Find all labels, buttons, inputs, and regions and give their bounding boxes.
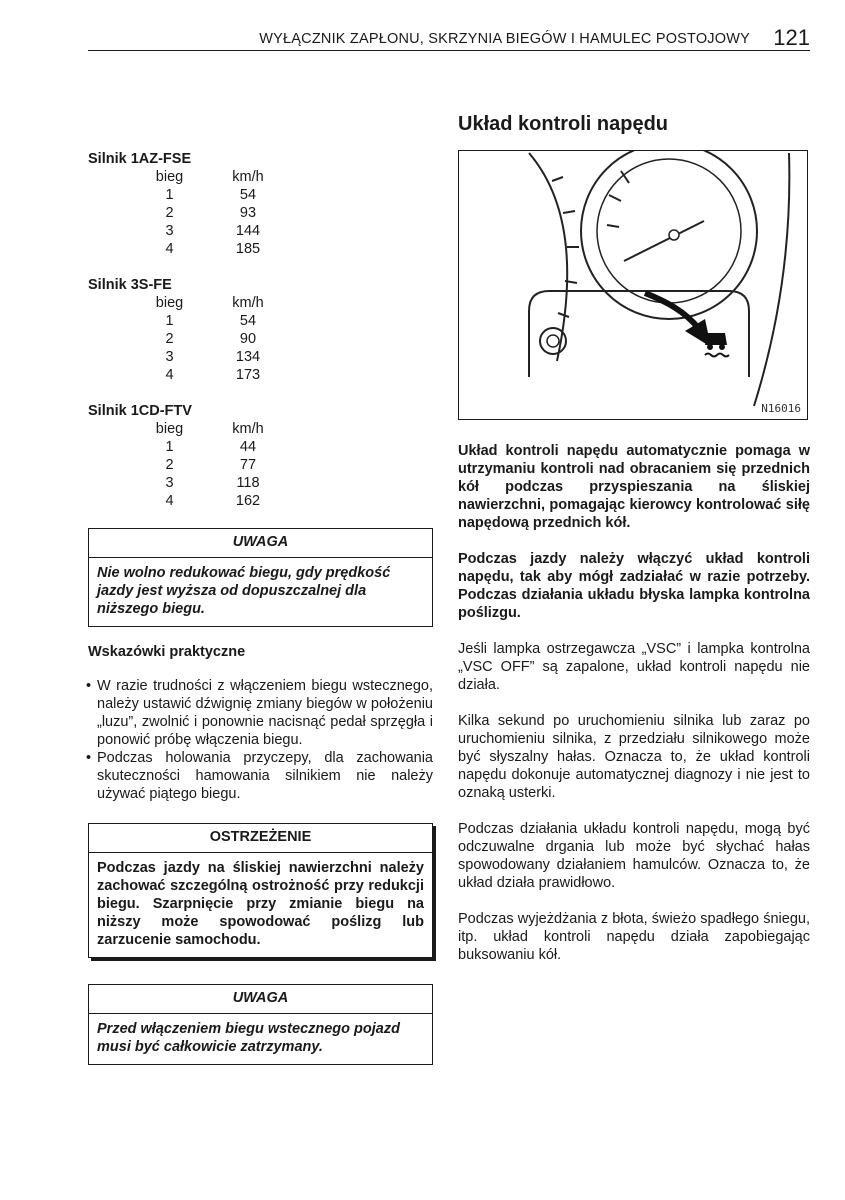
gear-speed-table (132, 420, 289, 510)
table-row (132, 474, 289, 492)
section-title: Układ kontroli napędu (458, 113, 669, 135)
warning-text: Podczas jazdy na śliskiej nawierzchni należy zachować szczególną ostrożność przy redukcji biegu. Szarpnięcie przy zmianie biegu na niższy może spowodować poślizg lub zarzucenie samochodu. (97, 860, 424, 948)
table-row (132, 492, 289, 510)
table-header-row (132, 168, 289, 186)
speed-header: km/h (232, 421, 264, 437)
warning-heading: OSTRZEŻENIE (89, 824, 432, 853)
gear-cell: 2 (165, 205, 174, 221)
speed-cell: 93 (239, 205, 257, 221)
table-row (132, 438, 289, 456)
speed-cell: 162 (235, 493, 261, 509)
gear-cell: 2 (165, 457, 174, 473)
notice-text: Przed włączeniem biegu wstecznego pojazd musi być całkowicie zatrzymany. (97, 1021, 400, 1055)
engine-1az-fse (88, 150, 433, 258)
header-rule (88, 50, 810, 51)
list-item (88, 749, 433, 803)
paragraph: Podczas działania układu kontroli napędu, mogą być odczuwalne drgania lub może być słychać hałas spowodowany działaniem hamulców. Oznacza to, że układ działa prawidłowo. (458, 821, 810, 891)
speed-cell: 77 (239, 457, 257, 473)
engine-title: Silnik 3S-FE (88, 277, 172, 293)
table-row (132, 348, 289, 366)
figure-code: N16016 (761, 402, 801, 415)
notice-text: Nie wolno redukować biegu, gdy prędkość jazdy jest wyższa od dopuszczalnej dla niższego biegu. (97, 565, 391, 617)
tip-text: W razie trudności z włączeniem biegu wstecznego, należy ustawić dźwignię zmiany biegów w położeniu „luzu”, zwolnić i ponownie nacisnąć pedał sprzęgła i ponowić próbę włączenia biegu. (97, 678, 433, 748)
gear-cell: 1 (165, 313, 174, 329)
tips-list (88, 677, 433, 803)
speed-header: km/h (232, 169, 264, 185)
warning-box (88, 823, 433, 958)
table-row (132, 312, 289, 330)
gear-cell: 3 (165, 223, 174, 239)
table-header-row (132, 294, 289, 312)
paragraph: Podczas jazdy należy włączyć układ kontroli napędu, tak aby mógł zadziałać w razie potrzeby. Podczas działania układu błyska lampka kontrolna poślizgu. (458, 551, 810, 621)
table-row (132, 456, 289, 474)
paragraph: Kilka sekund po uruchomieniu silnika lub zaraz po uruchomieniu silnika, z przedziału silnikowego może być słyszalny hałas. Oznacza to, że układ kontroli napędu dokonuje automatycznej diagnozy i nie jest to oznaką usterki. (458, 713, 810, 801)
table-row (132, 204, 289, 222)
table-row (132, 330, 289, 348)
speed-cell: 134 (235, 349, 261, 365)
notice-heading: UWAGA (89, 529, 432, 558)
speed-cell: 44 (239, 439, 257, 455)
gear-header: bieg (155, 169, 184, 185)
speed-header: km/h (232, 295, 264, 311)
speed-cell: 54 (239, 187, 257, 203)
speed-cell: 173 (235, 367, 261, 383)
table-header-row (132, 420, 289, 438)
gear-cell: 4 (165, 367, 174, 383)
gear-cell: 4 (165, 241, 174, 257)
gear-cell: 4 (165, 493, 174, 509)
bullet-icon: • (86, 750, 92, 766)
engine-1cd-ftv (88, 402, 433, 510)
paragraph: Podczas wyjeżdżania z błota, świeżo spadłego śniegu, itp. układ kontroli napędu działa zapobiegając buksowaniu kół. (458, 911, 810, 963)
paragraph: Jeśli lampka ostrzegawcza „VSC” i lampka kontrolna „VSC OFF” są zapalone, układ kontroli napędu nie działa. (458, 641, 810, 693)
speed-cell: 90 (239, 331, 257, 347)
instrument-cluster-illustration (459, 151, 807, 419)
gear-header: bieg (155, 295, 184, 311)
notice-heading: UWAGA (89, 985, 432, 1014)
engine-title: Silnik 1CD-FTV (88, 403, 192, 419)
table-row (132, 186, 289, 204)
table-row (132, 240, 289, 258)
right-column (458, 112, 810, 982)
gear-cell: 1 (165, 439, 174, 455)
engine-title: Silnik 1AZ-FSE (88, 151, 192, 167)
tip-text: Podczas holowania przyczepy, dla zachowania skuteczności hamowania silnikiem nie należy używać piątego biegu. (97, 750, 433, 802)
page-number: 121 (773, 25, 810, 50)
header-title: WYŁĄCZNIK ZAPŁONU, SKRZYNIA BIEGÓW I HAMULEC POSTOJOWY (259, 31, 750, 47)
gear-speed-table (132, 168, 289, 258)
tips-title: Wskazówki praktyczne (88, 644, 246, 660)
speed-cell: 185 (235, 241, 261, 257)
left-column (88, 150, 433, 1065)
bullet-icon: • (86, 678, 92, 694)
notice-box-reverse (88, 984, 433, 1065)
notice-box (88, 528, 433, 627)
table-row (132, 222, 289, 240)
gear-header: bieg (155, 421, 184, 437)
table-row (132, 366, 289, 384)
speed-cell: 54 (239, 313, 257, 329)
gear-cell: 1 (165, 187, 174, 203)
speed-cell: 144 (235, 223, 261, 239)
slip-indicator-icon (705, 333, 729, 357)
gear-speed-table (132, 294, 289, 384)
list-item (88, 677, 433, 749)
gear-cell: 3 (165, 349, 174, 365)
traction-description (458, 442, 810, 964)
dashboard-figure (458, 150, 808, 420)
gear-cell: 3 (165, 475, 174, 491)
speed-cell: 118 (236, 475, 260, 491)
engine-3s-fe (88, 276, 433, 384)
paragraph: Układ kontroli napędu automatycznie pomaga w utrzymaniu kontroli nad obracaniem się przednich kół podczas przyspieszania na śliskiej nawierzchni, pomagając kierowcy kontrolować siłę napędową przednich kół. (458, 443, 810, 531)
gear-cell: 2 (165, 331, 174, 347)
